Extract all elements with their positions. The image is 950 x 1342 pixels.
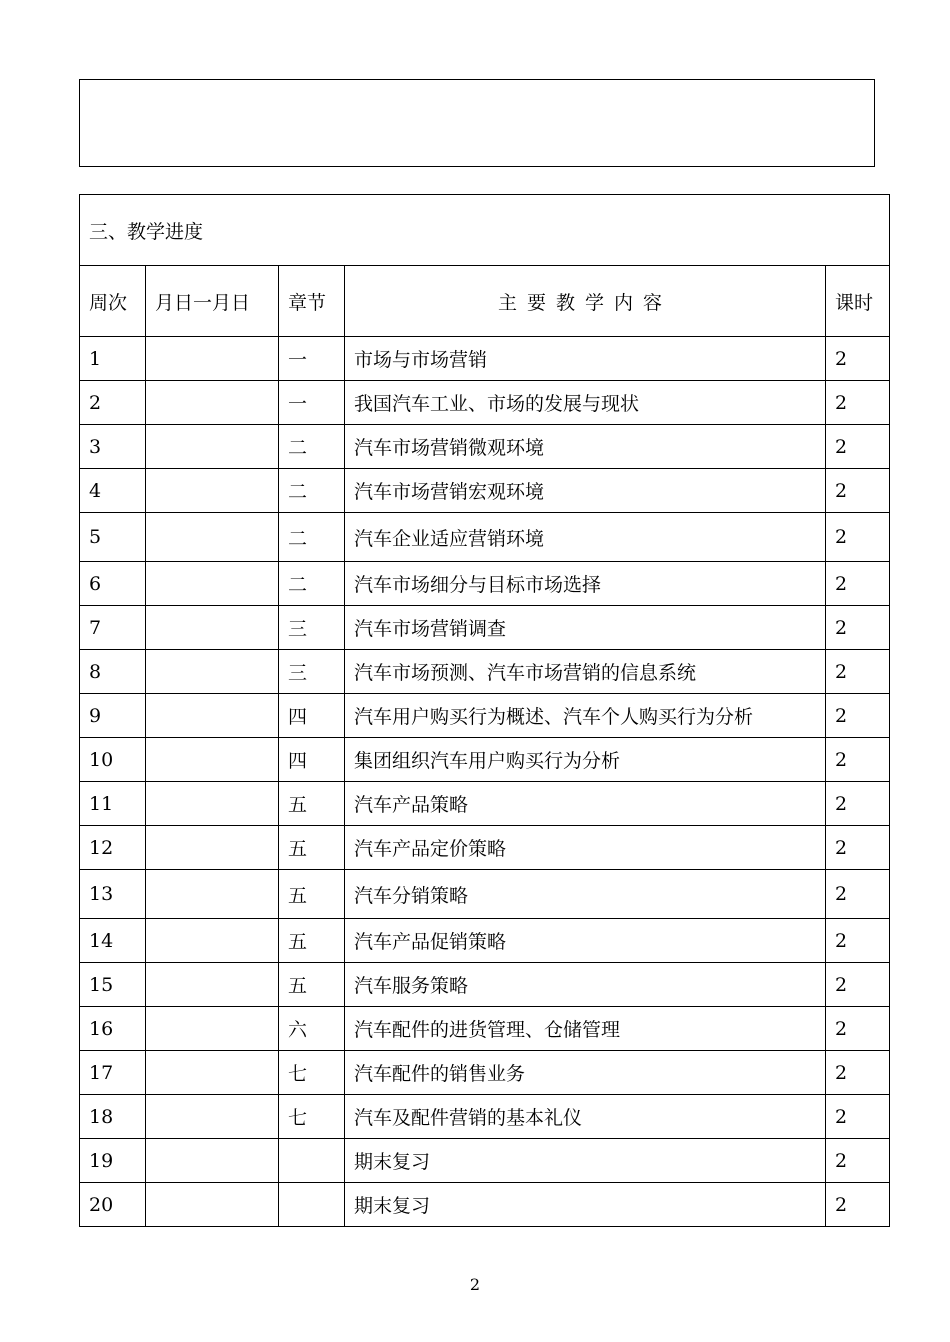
table-row bbox=[80, 963, 890, 1007]
table-row bbox=[80, 469, 890, 513]
chapter-cell: 七 bbox=[279, 1095, 345, 1139]
table-row bbox=[80, 694, 890, 738]
content-cell: 市场与市场营销 bbox=[345, 337, 826, 381]
dates-cell bbox=[146, 1183, 279, 1227]
table-row bbox=[80, 870, 890, 919]
dates-cell bbox=[146, 337, 279, 381]
dates-cell bbox=[146, 469, 279, 513]
dates-cell bbox=[146, 1051, 279, 1095]
hours-cell: 2 bbox=[826, 1095, 890, 1139]
chapter-cell: 二 bbox=[279, 425, 345, 469]
content-cell: 汽车市场预测、汽车市场营销的信息系统 bbox=[345, 650, 826, 694]
table-row bbox=[80, 606, 890, 650]
week-cell: 19 bbox=[80, 1139, 146, 1183]
hours-cell: 2 bbox=[826, 650, 890, 694]
week-cell: 14 bbox=[80, 919, 146, 963]
content-cell: 汽车市场营销微观环境 bbox=[345, 425, 826, 469]
table-row bbox=[80, 562, 890, 606]
chapter-cell: 五 bbox=[279, 782, 345, 826]
header-dates: 月日一月日 bbox=[146, 266, 279, 337]
week-cell: 9 bbox=[80, 694, 146, 738]
week-cell: 11 bbox=[80, 782, 146, 826]
table-row bbox=[80, 1139, 890, 1183]
table-row bbox=[80, 381, 890, 425]
dates-cell bbox=[146, 694, 279, 738]
hours-cell: 2 bbox=[826, 337, 890, 381]
chapter-cell: 二 bbox=[279, 469, 345, 513]
hours-cell: 2 bbox=[826, 963, 890, 1007]
week-cell: 15 bbox=[80, 963, 146, 1007]
hours-cell: 2 bbox=[826, 782, 890, 826]
header-row bbox=[80, 266, 890, 337]
dates-cell bbox=[146, 919, 279, 963]
hours-cell: 2 bbox=[826, 738, 890, 782]
chapter-cell: 七 bbox=[279, 1051, 345, 1095]
week-cell: 2 bbox=[80, 381, 146, 425]
header-content: 主要教学内容 bbox=[345, 266, 826, 337]
hours-cell: 2 bbox=[826, 919, 890, 963]
dates-cell bbox=[146, 425, 279, 469]
section-title-row bbox=[80, 195, 890, 266]
content-cell: 汽车及配件营销的基本礼仪 bbox=[345, 1095, 826, 1139]
chapter-cell: 六 bbox=[279, 1007, 345, 1051]
chapter-cell: 五 bbox=[279, 826, 345, 870]
table-row bbox=[80, 919, 890, 963]
week-cell: 3 bbox=[80, 425, 146, 469]
dates-cell bbox=[146, 738, 279, 782]
hours-cell: 2 bbox=[826, 694, 890, 738]
table-row bbox=[80, 782, 890, 826]
hours-cell: 2 bbox=[826, 469, 890, 513]
hours-cell: 2 bbox=[826, 1139, 890, 1183]
dates-cell bbox=[146, 562, 279, 606]
table-row bbox=[80, 650, 890, 694]
chapter-cell: 一 bbox=[279, 381, 345, 425]
dates-cell bbox=[146, 381, 279, 425]
chapter-cell: 三 bbox=[279, 650, 345, 694]
chapter-cell bbox=[279, 1183, 345, 1227]
week-cell: 6 bbox=[80, 562, 146, 606]
hours-cell: 2 bbox=[826, 606, 890, 650]
hours-cell: 2 bbox=[826, 513, 890, 562]
hours-cell: 2 bbox=[826, 826, 890, 870]
chapter-cell: 五 bbox=[279, 919, 345, 963]
section-title: 三、教学进度 bbox=[80, 195, 890, 266]
hours-cell: 2 bbox=[826, 1051, 890, 1095]
week-cell: 17 bbox=[80, 1051, 146, 1095]
dates-cell bbox=[146, 606, 279, 650]
table-row bbox=[80, 1051, 890, 1095]
week-cell: 1 bbox=[80, 337, 146, 381]
page-number: 2 bbox=[469, 1275, 481, 1294]
week-cell: 10 bbox=[80, 738, 146, 782]
teaching-schedule-table bbox=[79, 194, 890, 1227]
content-cell: 汽车配件的进货管理、仓储管理 bbox=[345, 1007, 826, 1051]
content-cell: 汽车市场营销调查 bbox=[345, 606, 826, 650]
content-cell: 汽车服务策略 bbox=[345, 963, 826, 1007]
dates-cell bbox=[146, 513, 279, 562]
content-cell: 汽车产品策略 bbox=[345, 782, 826, 826]
content-cell: 汽车产品定价策略 bbox=[345, 826, 826, 870]
content-cell: 汽车市场营销宏观环境 bbox=[345, 469, 826, 513]
chapter-cell: 一 bbox=[279, 337, 345, 381]
content-cell: 我国汽车工业、市场的发展与现状 bbox=[345, 381, 826, 425]
table-row bbox=[80, 425, 890, 469]
week-cell: 13 bbox=[80, 870, 146, 919]
chapter-cell: 五 bbox=[279, 963, 345, 1007]
week-cell: 20 bbox=[80, 1183, 146, 1227]
content-cell: 汽车用户购买行为概述、汽车个人购买行为分析 bbox=[345, 694, 826, 738]
week-cell: 8 bbox=[80, 650, 146, 694]
table-row bbox=[80, 1095, 890, 1139]
hours-cell: 2 bbox=[826, 425, 890, 469]
content-cell: 汽车分销策略 bbox=[345, 870, 826, 919]
week-cell: 18 bbox=[80, 1095, 146, 1139]
hours-cell: 2 bbox=[826, 870, 890, 919]
table-row bbox=[80, 738, 890, 782]
week-cell: 4 bbox=[80, 469, 146, 513]
dates-cell bbox=[146, 870, 279, 919]
table-row bbox=[80, 826, 890, 870]
dates-cell bbox=[146, 1007, 279, 1051]
table-row bbox=[80, 337, 890, 381]
content-cell: 汽车市场细分与目标市场选择 bbox=[345, 562, 826, 606]
content-cell: 集团组织汽车用户购买行为分析 bbox=[345, 738, 826, 782]
dates-cell bbox=[146, 963, 279, 1007]
hours-cell: 2 bbox=[826, 1007, 890, 1051]
chapter-cell: 四 bbox=[279, 738, 345, 782]
week-cell: 12 bbox=[80, 826, 146, 870]
chapter-cell: 二 bbox=[279, 513, 345, 562]
chapter-cell: 三 bbox=[279, 606, 345, 650]
content-cell: 汽车配件的销售业务 bbox=[345, 1051, 826, 1095]
hours-cell: 2 bbox=[826, 1183, 890, 1227]
content-cell: 汽车企业适应营销环境 bbox=[345, 513, 826, 562]
chapter-cell bbox=[279, 1139, 345, 1183]
dates-cell bbox=[146, 826, 279, 870]
dates-cell bbox=[146, 1139, 279, 1183]
week-cell: 16 bbox=[80, 1007, 146, 1051]
header-week: 周次 bbox=[80, 266, 146, 337]
content-cell: 汽车产品促销策略 bbox=[345, 919, 826, 963]
week-cell: 5 bbox=[80, 513, 146, 562]
empty-text-box bbox=[79, 79, 875, 167]
hours-cell: 2 bbox=[826, 381, 890, 425]
header-chapter: 章节 bbox=[279, 266, 345, 337]
table-row bbox=[80, 1183, 890, 1227]
week-cell: 7 bbox=[80, 606, 146, 650]
content-cell: 期末复习 bbox=[345, 1183, 826, 1227]
hours-cell: 2 bbox=[826, 562, 890, 606]
chapter-cell: 二 bbox=[279, 562, 345, 606]
header-hours: 课时 bbox=[826, 266, 890, 337]
content-cell: 期末复习 bbox=[345, 1139, 826, 1183]
dates-cell bbox=[146, 1095, 279, 1139]
chapter-cell: 四 bbox=[279, 694, 345, 738]
table-row bbox=[80, 513, 890, 562]
table-row bbox=[80, 1007, 890, 1051]
chapter-cell: 五 bbox=[279, 870, 345, 919]
dates-cell bbox=[146, 650, 279, 694]
dates-cell bbox=[146, 782, 279, 826]
